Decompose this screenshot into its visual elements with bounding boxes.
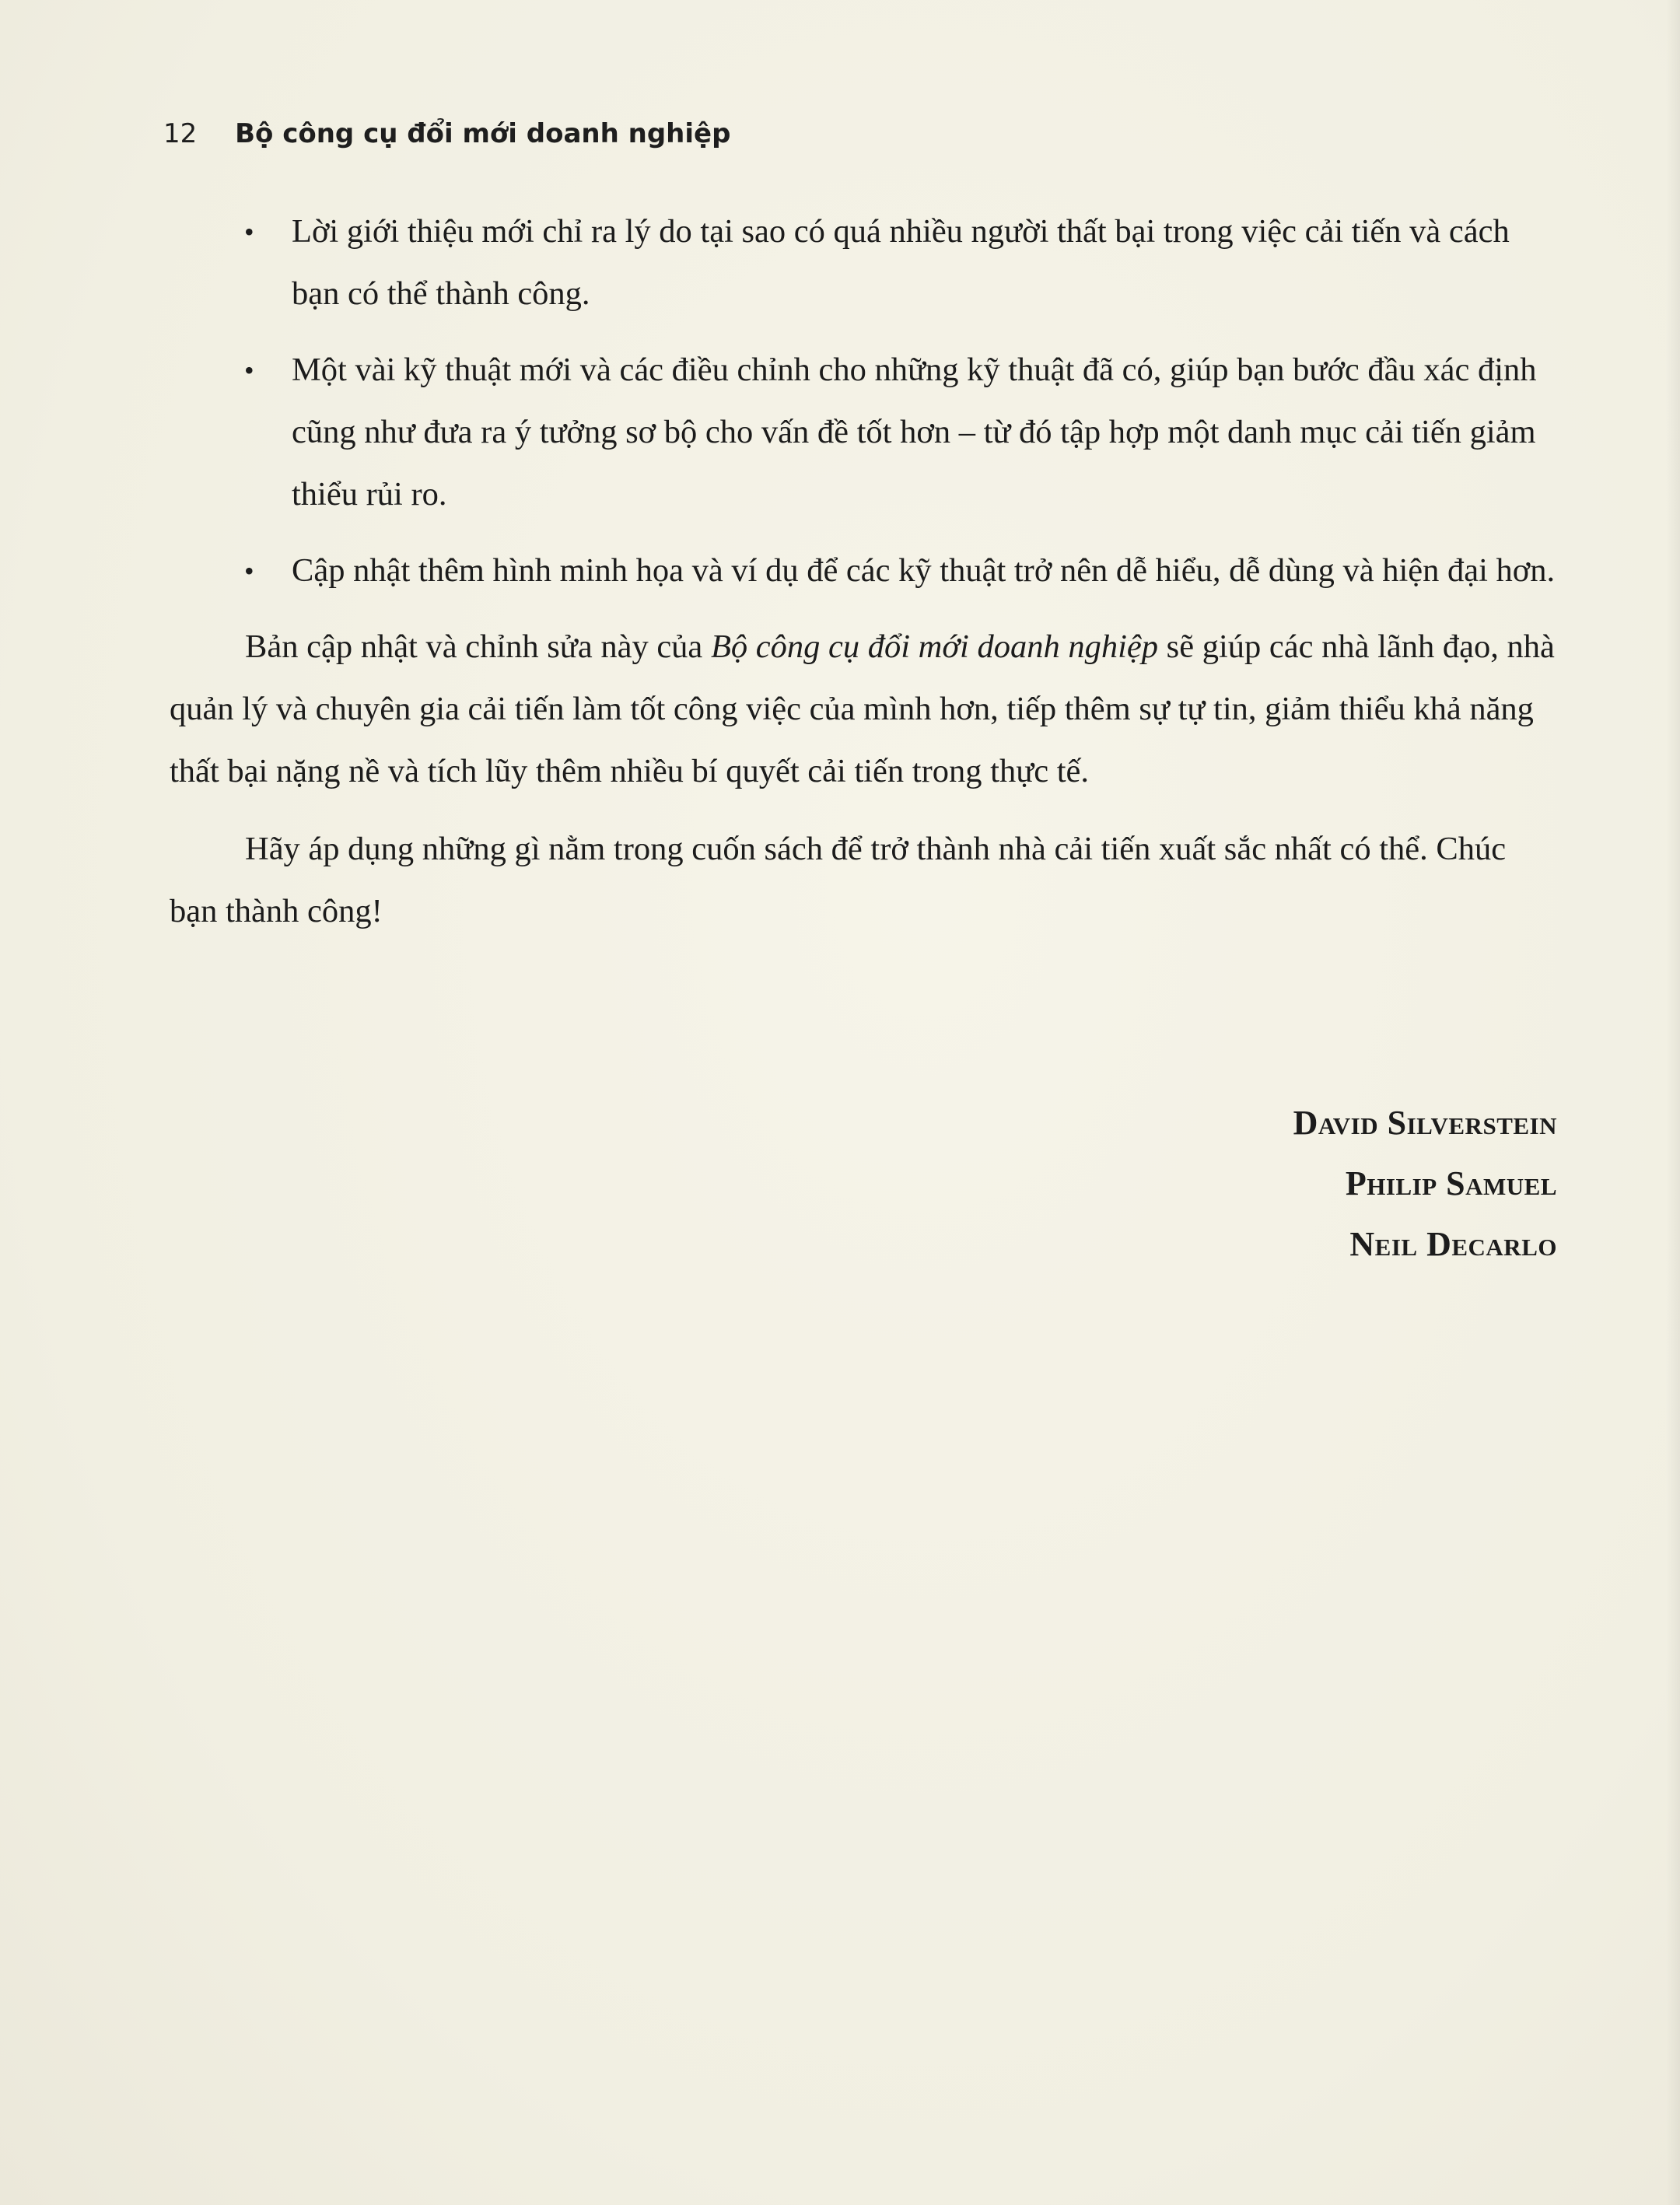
- author-name: David Silverstein: [1293, 1104, 1557, 1142]
- running-header: [163, 118, 730, 149]
- bullet-icon: •: [244, 355, 254, 386]
- book-title: Bộ công cụ đổi mới doanh nghiệp: [235, 118, 731, 149]
- paragraph-rest: sẽ giúp các nhà lãnh đạo, nhà quản lý và chuyên gia cải tiến làm tốt công việc của mình hơn, tiếp thêm sự tự tin, giảm thiểu khả năng thất bại nặng nề và tích lũy thêm nhiều bí quyết cải tiến trong thực tế.: [170, 628, 1555, 789]
- paragraph-closing: Hãy áp dụng những gì nằm trong cuốn sách để trở thành nhà cải tiến xuất sắc nhất có thể. Chúc bạn thành công!: [170, 831, 1507, 929]
- bullet-icon: •: [244, 216, 254, 247]
- page-body: [170, 201, 1562, 958]
- page-number: 12: [163, 118, 198, 149]
- list-item: [170, 339, 1562, 526]
- paragraph-update: [170, 616, 1562, 803]
- bullet-text: Cập nhật thêm hình minh họa và ví dụ để các kỹ thuật trở nên dễ hiểu, dễ dùng và hiện đại hơn.: [292, 552, 1556, 589]
- page-edge-shadow: [1666, 0, 1680, 2205]
- bullet-text: Một vài kỹ thuật mới và các điều chỉnh cho những kỹ thuật đã có, giúp bạn bước đầu xác định cũng như đưa ra ý tưởng sơ bộ cho vấn đề tốt hơn – từ đó tập hợp một danh mục cải tiến giảm thiểu rủi ro.: [292, 352, 1537, 513]
- list-item: [170, 201, 1562, 325]
- bullet-list: [170, 201, 1562, 602]
- author-name: Philip Samuel: [1345, 1164, 1557, 1202]
- bullet-text: Lời giới thiệu mới chỉ ra lý do tại sao có quá nhiều người thất bại trong việc cải tiến và cách bạn có thể thành công.: [292, 213, 1510, 312]
- list-item: [170, 540, 1562, 602]
- author-name: Neil Decarlo: [1349, 1225, 1557, 1263]
- bullet-icon: •: [244, 555, 254, 586]
- paragraph-lead: Bản cập nhật và chỉnh sửa này của: [245, 628, 711, 665]
- author-signatures: [1293, 1093, 1557, 1275]
- book-title-italic: Bộ công cụ đổi mới doanh nghiệp: [710, 628, 1159, 665]
